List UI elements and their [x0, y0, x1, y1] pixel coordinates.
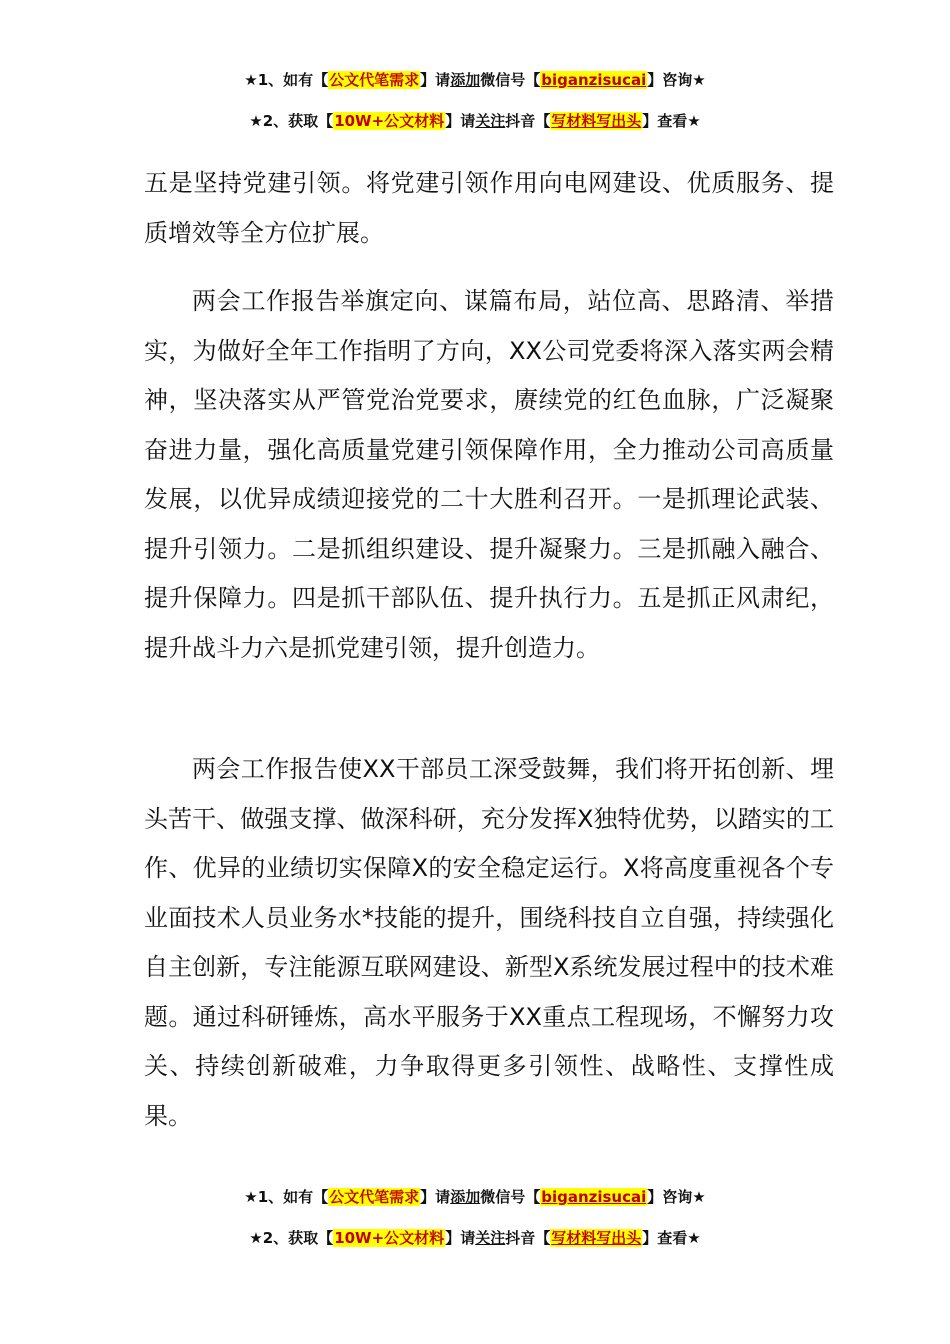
banner-highlight: 公文代笔需求 [329, 71, 420, 89]
banner-highlight: 10W+公文材料 [334, 1229, 445, 1247]
banner-text: 】请 [420, 71, 451, 89]
banner-douyin-id: 写材料写出头 [551, 112, 642, 130]
banner-text: 】请 [420, 1188, 451, 1206]
banner-underlined-text: 关注 [475, 112, 506, 130]
banner-text: 微信号【 [480, 1188, 541, 1206]
banner-highlight: 公文代笔需求 [329, 1188, 420, 1206]
banner-text: ★2、获取【 [249, 112, 334, 130]
footer-banner-line-2 [0, 1227, 950, 1249]
banner-text: 】咨询★ [647, 1188, 706, 1206]
paragraph-1: 五是坚持党建引领。将党建引领作用向电网建设、优质服务、提质增效等全方位扩展。 [144, 169, 834, 247]
banner-text: 微信号【 [480, 71, 541, 89]
paragraph-3: 两会工作报告使XX干部员工深受鼓舞，我们将开拓创新、埋头苦干、做强支撑、做深科研，充分发挥X独特优势，以踏实的工作、优异的业绩切实保障X的安全稳定运行。X将高度重视各个专业面技术人员业务水*技能的提升，围绕科技自立自强，持续强化自主创新，专注能源互联网建设、新型X系统发展过程中的技术难题。通过科研锤炼，高水平服务于XX重点工程现场，不懈努力攻关、持续创新破难，力争取得更多引领性、战略性、支撑性成果。 [144, 755, 834, 1130]
banner-douyin-id: 写材料写出头 [551, 1229, 642, 1247]
banner-text: ★1、如有【 [244, 1188, 329, 1206]
banner-text: 】查看★ [642, 112, 701, 130]
banner-wechat-id: biganzisucai [541, 1188, 647, 1206]
banner-wechat-id: biganzisucai [541, 71, 647, 89]
banner-text: 】请 [445, 1229, 476, 1247]
banner-highlight: 10W+公文材料 [334, 112, 445, 130]
banner-text: ★2、获取【 [249, 1229, 334, 1247]
header-banner-line-2 [0, 110, 950, 132]
banner-text: 】请 [445, 112, 476, 130]
banner-text: 抖音【 [505, 112, 551, 130]
banner-text: 】咨询★ [647, 71, 706, 89]
banner-underlined-text: 添加 [450, 71, 481, 89]
banner-text: 抖音【 [505, 1229, 551, 1247]
header-banner-line-1 [0, 69, 950, 91]
footer-banner-line-1 [0, 1186, 950, 1208]
banner-text: ★1、如有【 [244, 71, 329, 89]
banner-underlined-text: 关注 [475, 1229, 506, 1247]
paragraph-2: 两会工作报告举旗定向、谋篇布局，站位高、思路清、举措实，为做好全年工作指明了方向，XX公司党委将深入落实两会精神，坚决落实从严管党治党要求，赓续党的红色血脉，广泛凝聚奋进力量，强化高质量党建引领保障作用，全力推动公司高质量发展，以优异成绩迎接党的二十大胜利召开。一是抓理论武装、提升引领力。二是抓组织建设、提升凝聚力。三是抓融入融合、提升保障力。四是抓干部队伍、提升执行力。五是抓正风肃纪，提升战斗力六是抓党建引领，提升创造力。 [144, 287, 834, 662]
banner-text: 】查看★ [642, 1229, 701, 1247]
banner-underlined-text: 添加 [450, 1188, 481, 1206]
